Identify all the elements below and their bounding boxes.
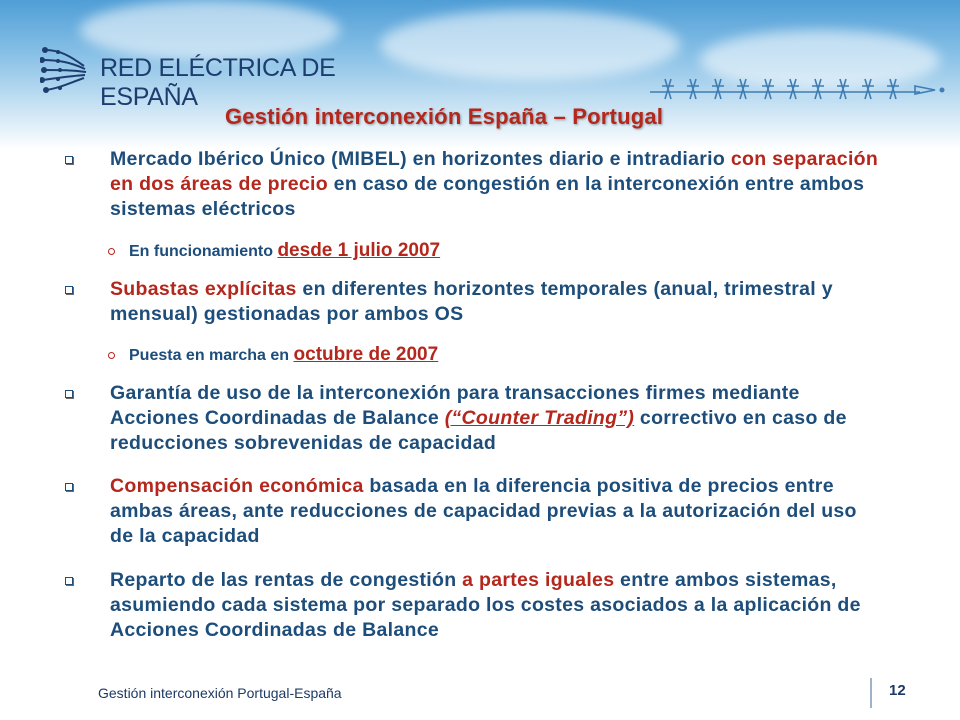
bullet-item	[110, 147, 880, 222]
cloud-shape	[380, 10, 680, 80]
sub-bullet-highlight: octubre de 2007	[293, 344, 439, 365]
bullet-text: correctivo en caso de reducciones sobrevenidas de capacidad	[110, 407, 847, 454]
bullet-text: entre ambos sistemas, asumiendo cada sistema por separado los costes asociados a la aplicación de Acciones Coordinadas de Balance	[110, 569, 861, 641]
sub-bullet-text: En funcionamiento	[129, 243, 278, 260]
bullet-text: en caso de congestión en la interconexión entre ambos sistemas eléctricos	[110, 173, 865, 220]
bullet-item	[110, 568, 880, 643]
bullet-item	[110, 277, 880, 327]
square-bullet-icon	[65, 286, 73, 294]
bullet-item	[110, 474, 880, 549]
bullet-highlight: a partes iguales	[462, 569, 615, 591]
footer-divider	[870, 678, 872, 708]
sub-bullet-text: Puesta en marcha en	[129, 347, 294, 364]
bullet-text: en diferentes horizontes temporales (anual, trimestral y mensual) gestionadas por ambos OS	[110, 278, 833, 325]
slide-title: Gestión interconexión España – Portugal	[225, 104, 664, 129]
sub-bullet-highlight: desde 1 julio 2007	[277, 240, 441, 261]
footer-text: Gestión interconexión Portugal-España	[98, 685, 342, 701]
bullet-text: basada en la diferencia positiva de precios entre ambas áreas, ante reducciones de capacidad previas a la autorización del uso de la capacidad	[110, 475, 857, 547]
bullet-text: Garantía de uso de la interconexión para transacciones firmes mediante Acciones Coordinadas de Balance	[110, 382, 800, 429]
bullet-highlight: con separación en dos áreas de precio	[110, 148, 879, 195]
bullet-highlight: Compensación económica	[110, 475, 364, 497]
bullet-text: Reparto de las rentas de congestión	[110, 569, 463, 591]
brand-line1: RED ELÉCTRICA DE	[100, 54, 336, 82]
power-towers-icon	[650, 74, 950, 108]
ree-logo-icon	[40, 42, 95, 97]
cloud-shape	[80, 0, 340, 60]
square-bullet-icon	[65, 156, 73, 164]
bullet-item	[110, 381, 880, 456]
sub-bullet-item	[129, 240, 440, 263]
brand-line2: ESPAÑA	[100, 83, 198, 111]
bullet-text: Mercado Ibérico Único (MIBEL) en horizontes diario e intradiario	[110, 148, 731, 170]
sub-bullet-item	[129, 344, 438, 367]
page-number: 12	[889, 682, 906, 699]
square-bullet-icon	[65, 483, 73, 491]
bullet-highlight: (“Counter Trading”)	[444, 407, 635, 429]
square-bullet-icon	[65, 390, 73, 398]
bullet-highlight: Subastas explícitas	[110, 278, 297, 300]
circle-bullet-icon	[108, 248, 115, 255]
square-bullet-icon	[65, 577, 73, 585]
circle-bullet-icon	[108, 352, 115, 359]
